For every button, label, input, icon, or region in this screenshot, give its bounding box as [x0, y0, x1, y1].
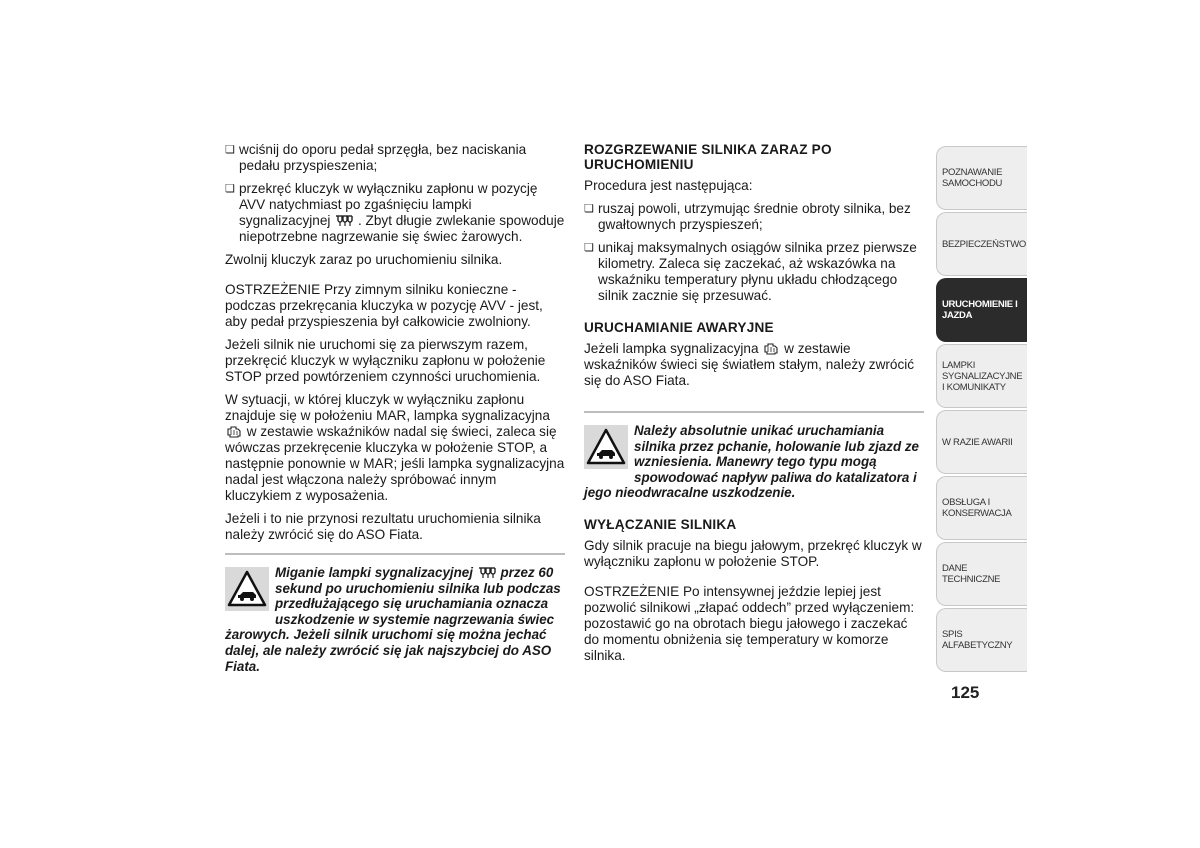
tab-obsluga-i-konserwacja[interactable]: OBSŁUGA I KONSERWACJA [936, 476, 1027, 540]
tab-poznawanie-samochodu[interactable]: POZNAWANIE SAMOCHODU [936, 146, 1027, 210]
paragraph: Jeżeli i to nie przynosi rezultatu uruchomienia silnika należy zwrócić się do ASO Fiata. [225, 511, 541, 542]
list-item: ❏ wciśnij do oporu pedał sprzęgła, bez naciskania pedału przyspieszenia; [225, 142, 565, 174]
paragraph: OSTRZEŻENIE Po intensywnej jeździe lepiej jest pozwolić silnikowi „złapać oddech” przed wyłączeniem: pozostawić go na obrotach biegu jałowego i zaczekać do momentu obniżenia się temperatury w komorze silnika. [584, 583, 915, 663]
right-column [584, 142, 924, 671]
paragraph: Procedura jest następująca: [584, 178, 753, 193]
glow-plug-icon [477, 566, 497, 580]
tab-bezpieczenstwo[interactable]: BEZPIECZEŃSTWO [936, 212, 1027, 276]
tab-uruchomienie-i-jazda[interactable]: URUCHOMIENIE I JAZDA [936, 278, 1027, 342]
warning-triangle-car-icon [225, 567, 269, 611]
tab-lampki-sygnalizacyjne[interactable]: LAMPKI SYGNALIZACYJNE I KOMUNIKATY [936, 344, 1027, 408]
tab-w-razie-awarii[interactable]: W RAZIE AWARII [936, 410, 1027, 474]
page-number: 125 [951, 683, 980, 702]
glow-plug-icon [334, 214, 354, 228]
list-item: ❏ przekręć kluczyk w wyłączniku zapłonu w pozycję AVV natychmiast po zgaśnięciu lampki sygnalizacyjnej . Zbyt długie zwlekanie spowoduje niepotrzebne nagrzewanie się świec żarowych. [225, 181, 565, 245]
section-heading: WYŁĄCZANIE SILNIKA [584, 516, 737, 532]
tab-spis-alfabetyczny[interactable]: SPIS ALFABETYCZNY [936, 608, 1027, 672]
paragraph: OSTRZEŻENIE Przy zimnym silniku konieczne - podczas przekręcania kluczyka w pozycję AVV - jest, aby pedał przyspieszenia był całkowicie zwolniony. [225, 282, 543, 329]
section-heading: URUCHAMIANIE AWARYJNE [584, 320, 774, 335]
paragraph: Jeżeli lampka sygnalizacyjna w zestawie wskaźników świeci się światłem stałym, należy zwrócić się do ASO Fiata. [584, 341, 915, 388]
list-item: ❏ ruszaj powoli, utrzymując średnie obroty silnika, bez gwałtownych przyspieszeń; [584, 201, 924, 233]
paragraph: W sytuacji, w której kluczyk w wyłączniku zapłonu znajduje się w położeniu MAR, lampka sygnalizacyjna w zestawie wskaźników nadal się świeci, zaleca się wówczas przekręcenie kluczyka w położenie STOP, a następnie ponownie w MAR; jeśli lampka sygnalizacyjna nadal jest włączona należy spróbować innym kluczykiem z wyposażenia. [225, 392, 565, 503]
section-heading: ROZGRZEWANIE SILNIKA ZARAZ PO URUCHOMIENIU [584, 142, 832, 172]
paragraph: Jeżeli silnik nie uruchomi się za pierwszym razem, przekręcić kluczyk w wyłączniku zapłonu w położenie STOP przed powtórzeniem czynności uruchomienia. [225, 337, 546, 384]
tab-dane-techniczne[interactable]: DANE TECHNICZNE [936, 542, 1027, 606]
paragraph: Gdy silnik pracuje na biegu jałowym, przekręć kluczyk w wyłączniku zapłonu w położenie STOP. [584, 537, 922, 569]
engine-fault-icon [762, 341, 780, 356]
warning-box: Miganie lampki sygnalizacyjnej przez 60 sekund po uruchomieniu silnika lub podczas przedłużającego się uruchamiania oznacza uszkodzenie w systemie nagrzewania świec żarowych. Jeżeli silnik uruchomi się można jechać dalej, ale należy zwrócić się jak najszybciej do ASO Fiata. [225, 553, 565, 674]
chapter-tabs [936, 146, 1027, 674]
paragraph: Zwolnij kluczyk zaraz po uruchomieniu silnika. [225, 252, 503, 267]
left-column [225, 142, 565, 674]
list-item: ❏ unikaj maksymalnych osiągów silnika przez pierwsze kilometry. Zaleca się zaczekać, aż wskazówka na wskaźniku temperatury płynu układu chłodzącego silnik zacznie się przesuwać. [584, 240, 924, 304]
warning-box: Należy absolutnie unikać uruchamiania silnika przez pchanie, holowanie lub zjazd ze wzniesienia. Manewry tego typu mogą spowodować napływ paliwa do katalizatora i jego nieodwracalne uszkodzenie. [584, 411, 924, 501]
engine-fault-icon [225, 424, 243, 439]
warning-triangle-car-icon [584, 425, 628, 469]
